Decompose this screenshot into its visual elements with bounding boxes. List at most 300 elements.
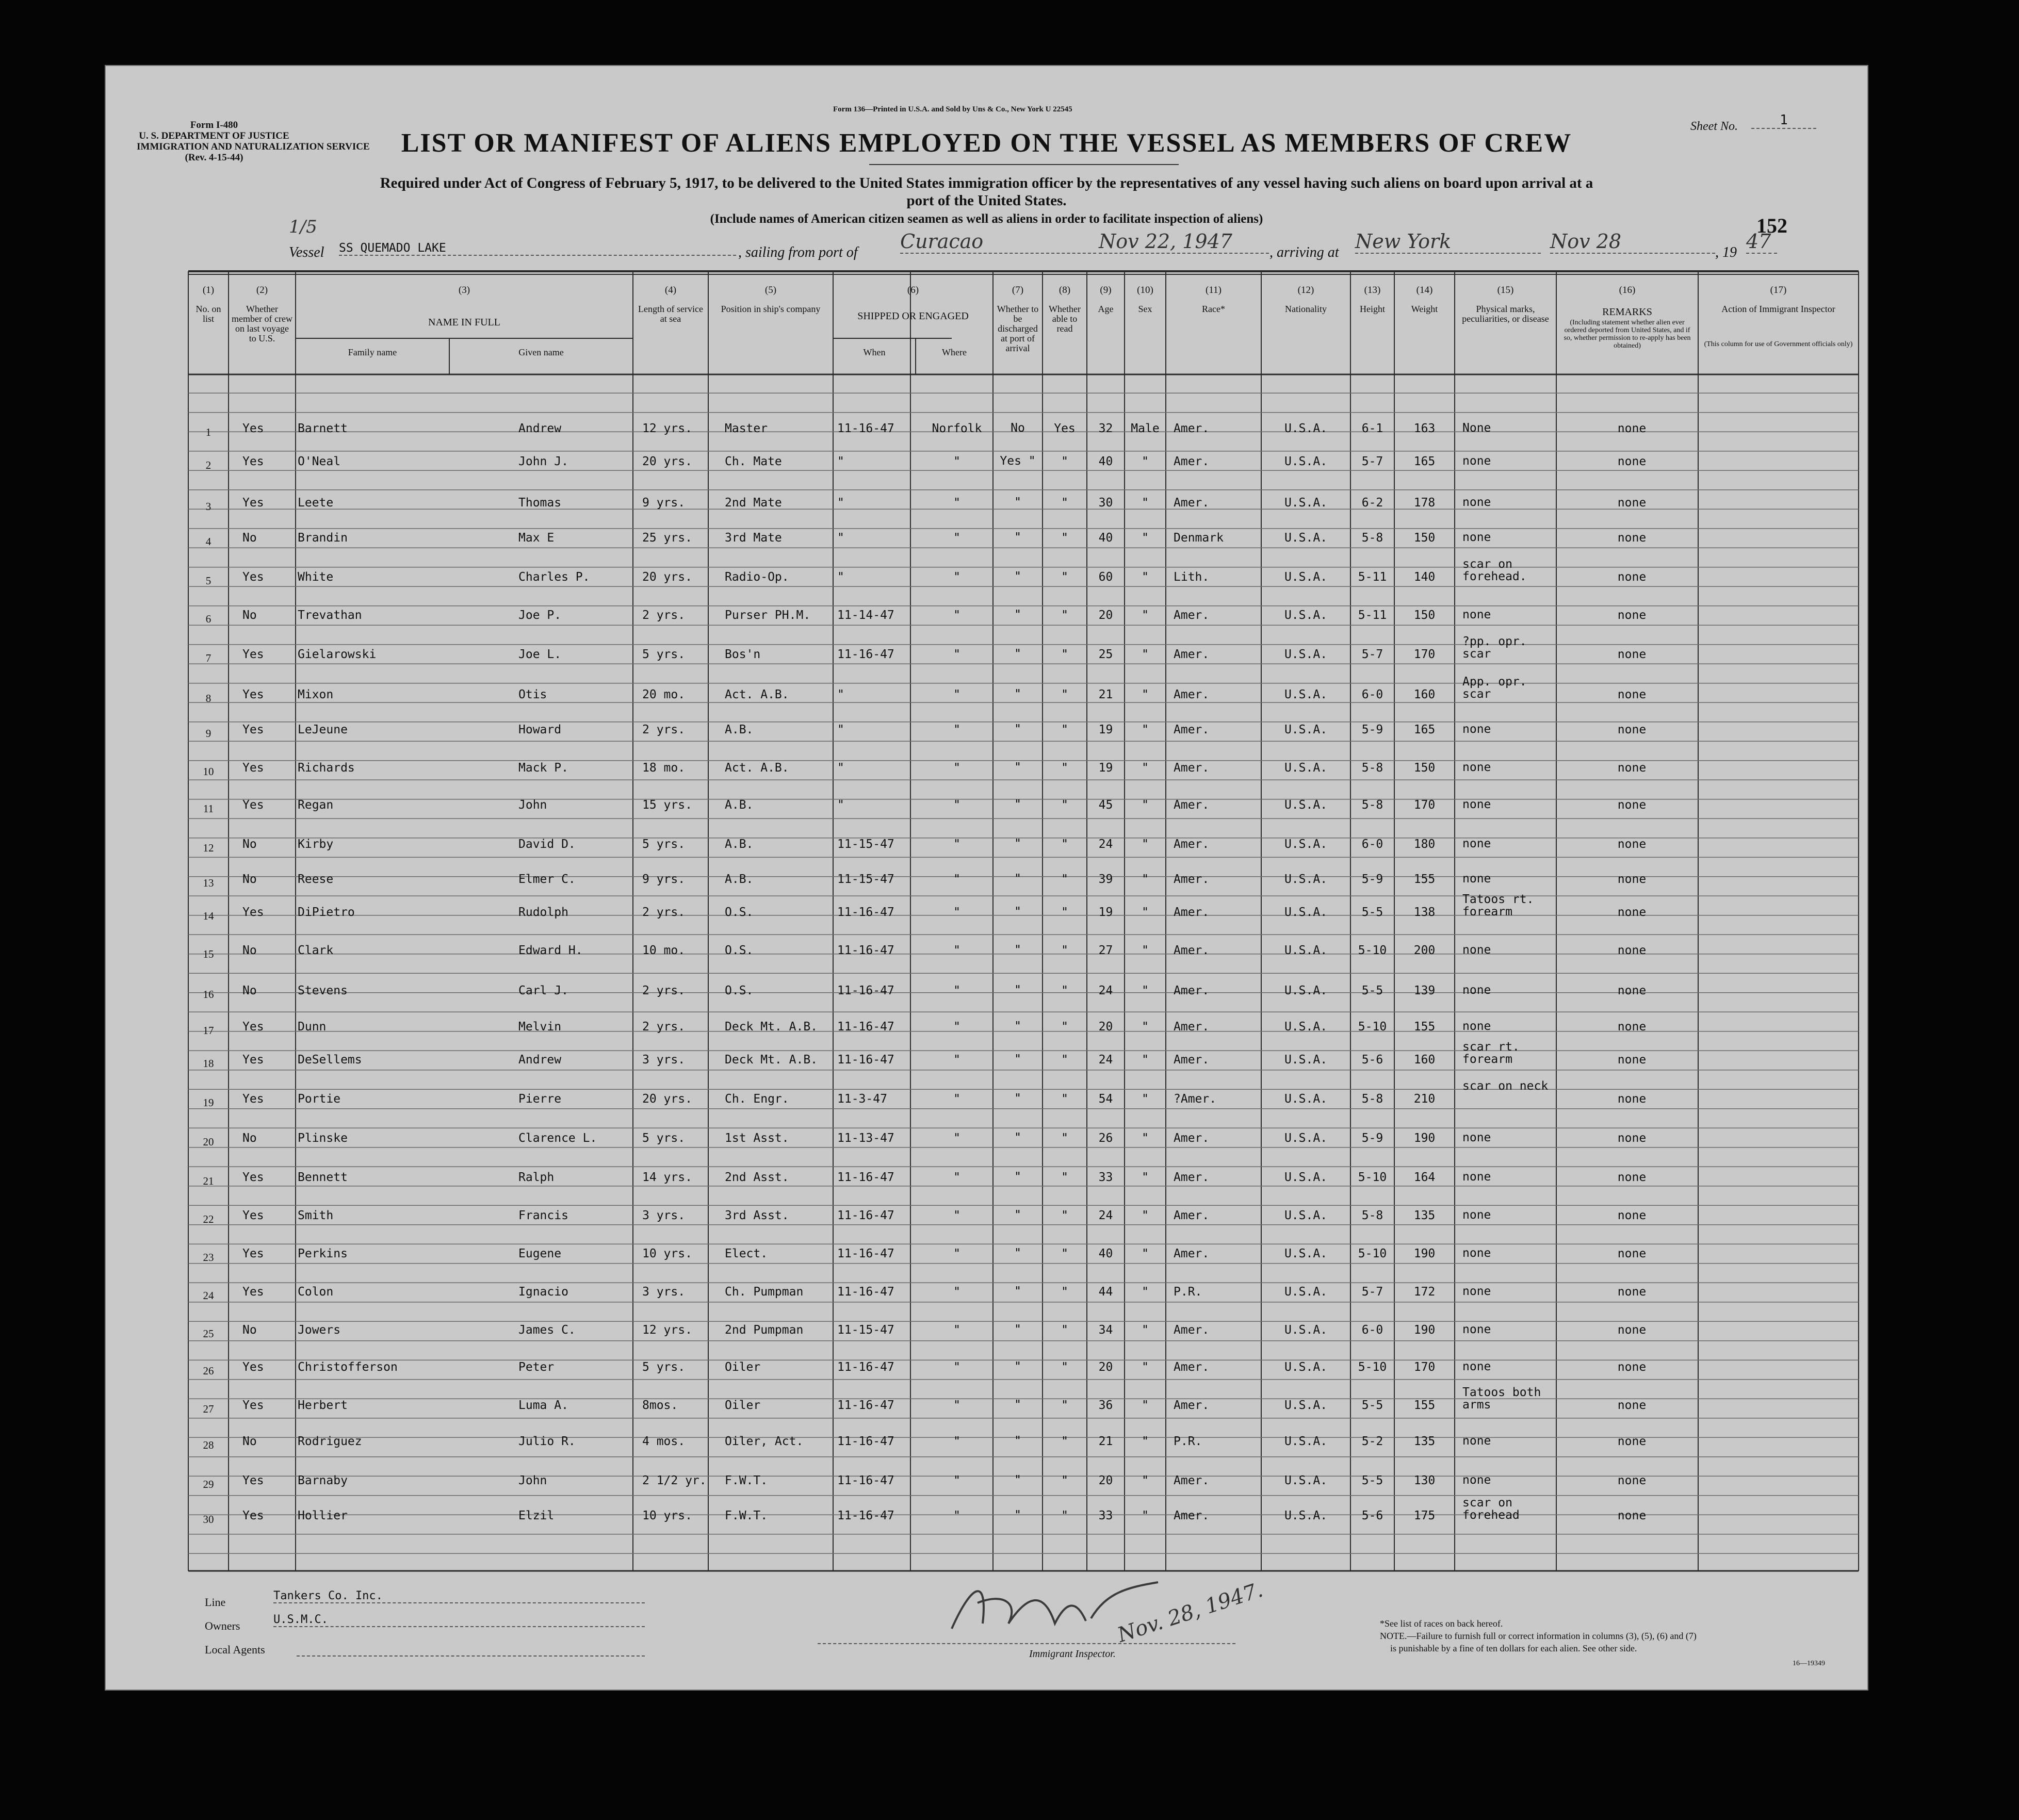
cell-n: 5 (205, 575, 211, 587)
cell-family: Trevathan (298, 609, 362, 622)
cell-member: Yes (242, 1171, 264, 1184)
cell-when: 11-15-47 (837, 1323, 894, 1337)
cell-weight: 164 (1413, 1171, 1436, 1184)
cell-age: 45 (1098, 798, 1113, 812)
cell-service: 14 yrs. (642, 1171, 692, 1184)
cell-age: 54 (1098, 1092, 1113, 1106)
cell-service: 5 yrs. (642, 838, 686, 851)
cell-weight: 130 (1413, 1474, 1436, 1487)
cell-nat: U.S.A. (1284, 723, 1328, 736)
cell-where: " (953, 570, 960, 584)
cell-remarks: none (1617, 531, 1647, 545)
cell-height: 5-7 (1361, 455, 1383, 468)
cell-member: Yes (242, 648, 264, 661)
cell-position: A.B. (725, 838, 754, 851)
cell-member: Yes (242, 723, 264, 736)
cell-service: 3 yrs. (642, 1053, 686, 1067)
column-header-shipped: SHIPPED OR ENGAGED (857, 310, 969, 322)
cell-n: 4 (205, 535, 211, 548)
cell-disch: " (1014, 496, 1021, 509)
cell-weight: 165 (1413, 723, 1436, 736)
column-header-able-read: Whether able to read (1049, 304, 1081, 334)
cell-sex: " (1142, 531, 1149, 545)
cell-disch: " (1014, 723, 1021, 736)
cell-marks: Tatoos rt. forearm (1462, 893, 1534, 919)
cell-where: " (953, 761, 960, 775)
cell-position: 2nd Mate (725, 496, 782, 510)
cell-nat: U.S.A. (1284, 688, 1328, 701)
cell-read: " (1061, 455, 1068, 468)
cell-family: Brandin (298, 531, 348, 545)
cell-where: " (953, 1171, 960, 1184)
cell-disch: " (1014, 1398, 1021, 1412)
cell-height: 5-11 (1358, 570, 1387, 584)
column-header-name-in-full: NAME IN FULL (428, 317, 500, 328)
cell-remarks: none (1617, 798, 1647, 812)
cell-member: Yes (242, 1053, 264, 1067)
cell-nat: U.S.A. (1284, 873, 1328, 886)
cell-remarks: none (1617, 1171, 1647, 1184)
cell-nat: U.S.A. (1284, 648, 1328, 661)
cell-read: " (1061, 798, 1068, 812)
cell-height: 5-7 (1361, 648, 1383, 661)
cell-weight: 200 (1413, 944, 1436, 957)
cell-disch: " (1014, 1092, 1021, 1105)
cell-marks: none (1462, 798, 1491, 811)
cell-remarks: none (1617, 688, 1647, 701)
cell-height: 6-0 (1361, 1323, 1383, 1337)
cell-age: 60 (1098, 570, 1113, 584)
handwritten-mark: 1/5 (289, 217, 317, 237)
cell-read: " (1061, 1053, 1068, 1067)
cell-race: Amer. (1174, 1247, 1210, 1260)
cell-member: Yes (242, 570, 264, 584)
cell-age: 33 (1098, 1171, 1113, 1184)
cell-weight: 139 (1413, 984, 1436, 997)
cell-age: 19 (1098, 906, 1113, 919)
cell-height: 5-5 (1361, 1399, 1383, 1412)
cell-marks: none (1462, 761, 1491, 774)
cell-race: Amer. (1174, 688, 1210, 701)
cell-marks: scar on forehead (1462, 1496, 1520, 1522)
cell-service: 2 yrs. (642, 723, 686, 736)
cell-marks: scar on forehead. (1462, 558, 1527, 583)
cell-where: " (953, 873, 960, 886)
cell-read: " (1061, 761, 1068, 775)
inspector-rule (818, 1643, 1235, 1644)
page-title: LIST OR MANIFEST OF ALIENS EMPLOYED ON THE VESSEL AS MEMBERS OF CREW (401, 128, 1572, 158)
cell-n: 9 (205, 727, 211, 740)
cell-when: 11-14-47 (837, 609, 894, 622)
cell-service: 18 mo. (642, 761, 686, 775)
cell-when: 11-16-47 (837, 1509, 894, 1522)
cell-member: No (242, 944, 257, 957)
cell-weight: 165 (1413, 455, 1436, 468)
cell-disch: " (1014, 1323, 1021, 1336)
cell-given: Francis (518, 1209, 568, 1222)
cell-age: 32 (1098, 422, 1113, 435)
cell-read: " (1061, 1474, 1068, 1487)
cell-member: Yes (242, 1020, 264, 1034)
cell-member: Yes (242, 455, 264, 468)
cell-position: Deck Mt. A.B. (725, 1020, 818, 1034)
cell-height: 5-8 (1361, 1209, 1383, 1222)
cell-marks: none (1462, 1285, 1491, 1298)
manifest-page (106, 66, 1867, 1690)
cell-n: 27 (203, 1403, 214, 1415)
cell-marks: none (1462, 943, 1491, 957)
cell-height: 5-5 (1361, 984, 1383, 997)
cell-disch: " (1014, 570, 1021, 583)
cell-race: Amer. (1174, 873, 1210, 886)
cell-remarks: none (1617, 1360, 1647, 1374)
cell-service: 20 yrs. (642, 1092, 692, 1106)
cell-given: Julio R. (518, 1435, 576, 1448)
cell-position: O.S. (725, 906, 754, 919)
column-number: (15) (1497, 285, 1514, 296)
cell-sex: " (1142, 1247, 1149, 1260)
column-number: (9) (1100, 285, 1112, 296)
cell-age: 26 (1098, 1132, 1113, 1145)
cell-remarks: none (1617, 455, 1647, 468)
cell-service: 10 mo. (642, 944, 686, 957)
cell-age: 33 (1098, 1509, 1113, 1522)
cell-disch: " (1014, 608, 1021, 621)
cell-service: 2 yrs. (642, 984, 686, 997)
cell-disch: " (1014, 1247, 1021, 1260)
cell-weight: 138 (1413, 906, 1436, 919)
cell-weight: 160 (1413, 688, 1436, 701)
cell-race: Amer. (1174, 1171, 1210, 1184)
cell-marks: none (1462, 1360, 1491, 1373)
cell-service: 2 yrs. (642, 1020, 686, 1034)
cell-marks: None (1462, 421, 1491, 435)
cell-where: " (953, 723, 960, 736)
cell-remarks: none (1617, 1435, 1647, 1448)
cell-nat: U.S.A. (1284, 838, 1328, 851)
cell-where: Norfolk (932, 422, 982, 435)
cell-race: Denmark (1174, 531, 1224, 545)
cell-member: Yes (242, 688, 264, 701)
cell-given: John (518, 1474, 547, 1487)
cell-nat: U.S.A. (1284, 496, 1328, 510)
cell-sex: " (1142, 723, 1149, 736)
cell-remarks: none (1617, 1474, 1647, 1487)
cell-member: Yes (242, 1474, 264, 1487)
cell-where: " (953, 1399, 960, 1412)
cell-race: P.R. (1174, 1435, 1202, 1448)
cell-family: LeJeune (298, 723, 348, 736)
column-header-nationality: Nationality (1285, 304, 1327, 314)
cell-race: Amer. (1174, 422, 1210, 435)
cell-disch: " (1014, 761, 1021, 774)
column-header-position: Position in ship's company (721, 304, 821, 314)
cell-read: " (1061, 1247, 1068, 1260)
cell-when: " (837, 688, 844, 701)
cell-family: Plinske (298, 1132, 348, 1145)
cell-marks: none (1462, 1434, 1491, 1448)
cell-marks: none (1462, 983, 1491, 997)
cell-race: ?Amer. (1174, 1092, 1217, 1106)
cell-weight: 178 (1413, 496, 1436, 510)
column-header-remarks-note: (Including statement whether alien ever ordered deported from United States, and if so, whether permission to re-apply has been obtained) (1564, 319, 1691, 350)
cell-race: Amer. (1174, 1360, 1210, 1374)
cell-position: 3rd Asst. (725, 1209, 789, 1222)
cell-read: " (1061, 648, 1068, 661)
cell-given: Eugene (518, 1247, 562, 1260)
cell-given: Thomas (518, 496, 562, 510)
cell-disch: No (1011, 421, 1025, 435)
cell-age: 19 (1098, 761, 1113, 775)
cell-given: Rudolph (518, 906, 568, 919)
cell-height: 5-10 (1358, 944, 1387, 957)
local-agents-label: Local Agents (205, 1643, 265, 1656)
inspector-label: Immigrant Inspector. (1029, 1648, 1116, 1660)
cell-nat: U.S.A. (1284, 1053, 1328, 1067)
sailing-date: Nov 22, 1947 (1099, 230, 1269, 254)
cell-sex: " (1142, 1209, 1149, 1222)
cell-remarks: none (1617, 1053, 1647, 1067)
cell-sex: Male (1131, 422, 1160, 435)
cell-family: Dunn (298, 1020, 327, 1034)
cell-family: Herbert (298, 1399, 348, 1412)
cell-service: 20 mo. (642, 688, 686, 701)
cell-member: No (242, 1435, 257, 1448)
cell-marks: none (1462, 1323, 1491, 1336)
cell-position: O.S. (725, 944, 754, 957)
cell-disch: " (1014, 1131, 1021, 1144)
cell-race: Amer. (1174, 723, 1210, 736)
cell-remarks: none (1617, 1132, 1647, 1145)
cell-age: 25 (1098, 648, 1113, 661)
cell-race: Amer. (1174, 1209, 1210, 1222)
cell-weight: 155 (1413, 873, 1436, 886)
column-number: (8) (1059, 285, 1071, 296)
cell-given: David D. (518, 838, 576, 851)
cell-nat: U.S.A. (1284, 1435, 1328, 1448)
cell-marks: none (1462, 837, 1491, 850)
cell-height: 5-9 (1361, 723, 1383, 736)
cell-where: " (953, 496, 960, 510)
cell-remarks: none (1617, 570, 1647, 584)
cell-weight: 140 (1413, 570, 1436, 584)
cell-nat: U.S.A. (1284, 1474, 1328, 1487)
cell-remarks: none (1617, 944, 1647, 957)
cell-family: Christofferson (298, 1360, 398, 1374)
cell-nat: U.S.A. (1284, 609, 1328, 622)
cell-height: 6-1 (1361, 422, 1383, 435)
cell-race: Amer. (1174, 1020, 1210, 1034)
cell-remarks: none (1617, 838, 1647, 851)
cell-n: 22 (203, 1213, 214, 1225)
cell-when: 11-16-47 (837, 1435, 894, 1448)
column-header-discharged: Whether to be discharged at port of arrival (997, 304, 1039, 353)
cell-given: Peter (518, 1360, 555, 1374)
cell-position: Master (725, 422, 768, 435)
revision: (Rev. 4-15-44) (185, 152, 243, 163)
cell-height: 5-8 (1361, 531, 1383, 545)
stamp-number: 152 (1756, 214, 1787, 237)
cell-remarks: none (1617, 1092, 1647, 1106)
cell-when: " (837, 455, 844, 468)
cell-race: Amer. (1174, 1474, 1210, 1487)
cell-disch: " (1014, 1020, 1021, 1033)
cell-n: 6 (205, 613, 211, 625)
cell-member: No (242, 838, 257, 851)
column-number: (12) (1297, 285, 1314, 296)
cell-when: 11-16-47 (837, 1053, 894, 1067)
cell-member: Yes (242, 1247, 264, 1260)
cell-service: 5 yrs. (642, 1132, 686, 1145)
cell-race: Amer. (1174, 1132, 1210, 1145)
cell-marks: none (1462, 1473, 1491, 1487)
cell-position: F.W.T. (725, 1509, 768, 1522)
cell-read: " (1061, 984, 1068, 997)
cell-family: DiPietro (298, 906, 355, 919)
cell-age: 34 (1098, 1323, 1113, 1337)
cell-where: " (953, 688, 960, 701)
sheet-label: Sheet No. (1690, 120, 1738, 133)
cell-age: 21 (1098, 1435, 1113, 1448)
cell-race: P.R. (1174, 1285, 1202, 1299)
subtitle-line-2: port of the United States. (906, 192, 1067, 209)
cell-member: No (242, 984, 257, 997)
cell-height: 5-8 (1361, 798, 1383, 812)
cell-where: " (953, 531, 960, 545)
cell-given: Andrew (518, 1053, 562, 1067)
cell-height: 5-5 (1361, 1474, 1383, 1487)
cell-marks: none (1462, 496, 1491, 509)
cell-marks: none (1462, 1020, 1491, 1033)
cell-read: " (1061, 944, 1068, 957)
cell-age: 39 (1098, 873, 1113, 886)
cell-n: 16 (203, 988, 214, 1001)
cell-marks: none (1462, 531, 1491, 544)
cell-remarks: none (1617, 1509, 1647, 1522)
cell-family: Colon (298, 1285, 334, 1299)
cell-weight: 150 (1413, 609, 1436, 622)
column-header-sex: Sex (1138, 304, 1152, 314)
cell-remarks: none (1617, 648, 1647, 661)
cell-member: No (242, 531, 257, 545)
cell-nat: U.S.A. (1284, 906, 1328, 919)
sailing-label: , sailing from port of (738, 244, 858, 260)
cell-service: 5 yrs. (642, 648, 686, 661)
column-header-race: Race* (1202, 304, 1225, 314)
cell-n: 2 (205, 459, 211, 471)
column-header-given-name: Given name (518, 347, 564, 357)
cell-given: Elzil (518, 1509, 555, 1522)
cell-nat: U.S.A. (1284, 1247, 1328, 1260)
cell-where: " (953, 1509, 960, 1522)
cell-family: Barnett (298, 422, 348, 435)
cell-family: Portie (298, 1092, 341, 1106)
cell-nat: U.S.A. (1284, 1509, 1328, 1522)
cell-position: Deck Mt. A.B. (725, 1053, 818, 1067)
cell-sex: " (1142, 688, 1149, 701)
cell-sex: " (1142, 944, 1149, 957)
arriving-label: , arriving at (1269, 244, 1339, 260)
column-header-physical: Physical marks, peculiarities, or disease (1462, 304, 1549, 324)
cell-member: Yes (242, 906, 264, 919)
cell-n: 15 (203, 948, 214, 960)
cell-when: 11-13-47 (837, 1132, 894, 1145)
cell-service: 5 yrs. (642, 1360, 686, 1374)
cell-family: Regan (298, 798, 334, 812)
cell-disch: " (1014, 798, 1021, 811)
cell-when: 11-16-47 (837, 1247, 894, 1260)
cell-sex: " (1142, 609, 1149, 622)
cell-sex: " (1142, 1435, 1149, 1448)
column-header-age: Age (1098, 304, 1114, 314)
cell-n: 10 (203, 765, 214, 778)
cell-disch: " (1014, 943, 1021, 957)
cell-remarks: none (1617, 761, 1647, 775)
cell-weight: 135 (1413, 1435, 1436, 1448)
cell-n: 11 (203, 802, 214, 815)
cell-given: James C. (518, 1323, 576, 1337)
cell-n: 30 (203, 1513, 214, 1526)
cell-service: 9 yrs. (642, 873, 686, 886)
cell-service: 4 mos. (642, 1435, 686, 1448)
cell-when: 11-16-47 (837, 1209, 894, 1222)
cell-member: Yes (242, 1360, 264, 1374)
cell-family: Reese (298, 873, 334, 886)
cell-height: 5-10 (1358, 1247, 1387, 1260)
cell-where: " (953, 455, 960, 468)
cell-sex: " (1142, 1360, 1149, 1374)
vessel-label: Vessel (289, 244, 324, 260)
cell-n: 25 (203, 1327, 214, 1340)
cell-weight: 170 (1413, 648, 1436, 661)
failure-note: NOTE.—Failure to furnish full or correct information in columns (3), (5), (6) and (7) (1380, 1631, 1697, 1641)
cell-age: 24 (1098, 1053, 1113, 1067)
cell-given: Edward H. (518, 944, 583, 957)
cell-nat: U.S.A. (1284, 455, 1328, 468)
printer-line: Form 136—Printed in U.S.A. and Sold by Uns & Co., New York U 22545 (833, 105, 1072, 113)
inspector-date: Nov. 28, 1947. (1114, 1578, 1266, 1647)
cell-where: " (953, 1247, 960, 1260)
cell-age: 40 (1098, 1247, 1113, 1260)
sailing-port: Curacao (900, 230, 1096, 254)
cell-race: Amer. (1174, 455, 1210, 468)
form-number: 16—19349 (1793, 1660, 1825, 1667)
cell-age: 21 (1098, 688, 1113, 701)
cell-sex: " (1142, 1132, 1149, 1145)
cell-disch: " (1014, 1053, 1021, 1066)
cell-disch: " (1014, 1170, 1021, 1184)
column-header-action-note: (This column for use of Government officials only) (1704, 340, 1853, 348)
cell-position: Ch. Pumpman (725, 1285, 804, 1299)
line-label: Line (205, 1596, 226, 1609)
cell-position: Ch. Mate (725, 455, 782, 468)
cell-nat: U.S.A. (1284, 1360, 1328, 1374)
cell-read: " (1061, 496, 1068, 510)
cell-read: " (1061, 1092, 1068, 1106)
cell-age: 20 (1098, 609, 1113, 622)
cell-read: " (1061, 723, 1068, 736)
column-number: (7) (1012, 285, 1024, 296)
cell-service: 20 yrs. (642, 570, 692, 584)
cell-family: Perkins (298, 1247, 348, 1260)
cell-weight: 150 (1413, 761, 1436, 775)
cell-remarks: none (1617, 1020, 1647, 1034)
cell-disch: " (1014, 531, 1021, 544)
cell-position: A.B. (725, 873, 754, 886)
cell-n: 12 (203, 842, 214, 854)
cell-when: 11-16-47 (837, 906, 894, 919)
column-number: (5) (764, 285, 777, 296)
